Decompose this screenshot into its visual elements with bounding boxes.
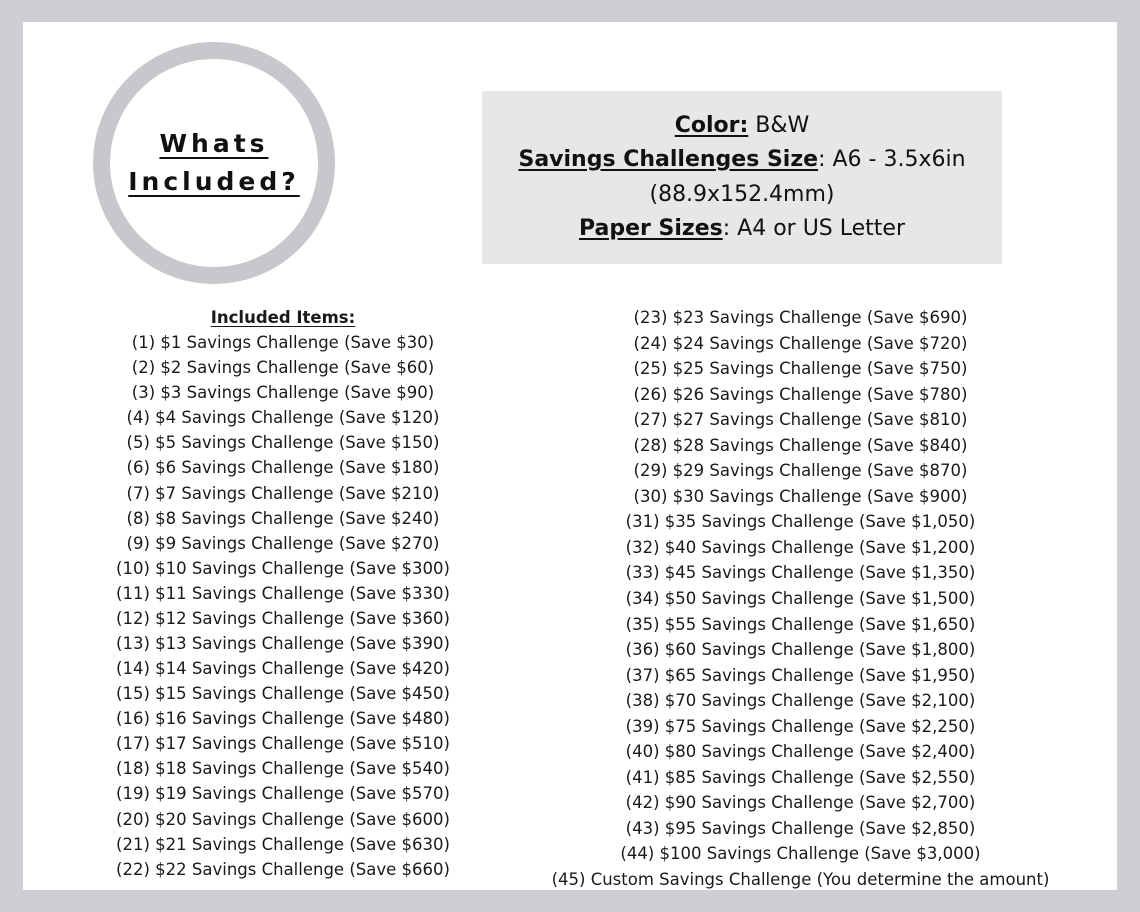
list-item: (8) $8 Savings Challenge (Save $240) <box>126 508 440 528</box>
badge-inner-circle <box>110 59 318 267</box>
spec-size-value: : A6 - 3.5x6in <box>818 147 966 172</box>
list-item: (26) $26 Savings Challenge (Save $780) <box>633 384 968 404</box>
whats-included-badge <box>93 42 335 284</box>
spec-paper-value: : A4 or US Letter <box>722 216 905 241</box>
list-item: (31) $35 Savings Challenge (Save $1,050) <box>625 512 976 532</box>
list-item: (39) $75 Savings Challenge (Save $2,250) <box>625 716 976 736</box>
list-item: (1) $1 Savings Challenge (Save $30) <box>131 333 435 353</box>
list-item: (17) $17 Savings Challenge (Save $510) <box>116 734 450 754</box>
list-item: (12) $12 Savings Challenge (Save $360) <box>116 608 450 628</box>
list-item: (27) $27 Savings Challenge (Save $810) <box>633 410 968 430</box>
spec-color-label: Color: <box>674 112 749 138</box>
list-item: (36) $60 Savings Challenge (Save $1,800) <box>625 640 976 660</box>
spec-paper <box>579 212 905 247</box>
badge-title-line-2: Included? <box>128 167 300 196</box>
list-item: (19) $19 Savings Challenge (Save $570) <box>116 784 450 804</box>
list-item: (34) $50 Savings Challenge (Save $1,500) <box>625 589 976 609</box>
spec-color-value: B&W <box>748 112 810 138</box>
list-item: (14) $14 Savings Challenge (Save $420) <box>116 659 450 679</box>
included-items-heading: Included Items: <box>210 308 356 327</box>
list-item: (24) $24 Savings Challenge (Save $720) <box>633 333 968 353</box>
list-item: (10) $10 Savings Challenge (Save $300) <box>116 558 450 578</box>
list-item: (16) $16 Savings Challenge (Save $480) <box>116 709 450 729</box>
spec-size-mm: (88.9x152.4mm) <box>649 181 835 207</box>
list-item: (9) $9 Savings Challenge (Save $270) <box>126 533 440 553</box>
list-item: (21) $21 Savings Challenge (Save $630) <box>116 834 450 854</box>
list-item: (2) $2 Savings Challenge (Save $60) <box>131 358 435 378</box>
badge-title-line-1: Whats <box>159 129 269 158</box>
spec-paper-label: Paper Sizes <box>578 216 723 241</box>
list-item: (30) $30 Savings Challenge (Save $900) <box>633 486 968 506</box>
spec-size <box>518 143 965 178</box>
list-item: (40) $80 Savings Challenge (Save $2,400) <box>625 742 976 762</box>
included-items-right-column <box>523 305 1078 893</box>
specs-box <box>482 91 1002 264</box>
list-item: (22) $22 Savings Challenge (Save $660) <box>116 859 450 879</box>
list-item: (11) $11 Savings Challenge (Save $330) <box>116 583 450 603</box>
list-item: (29) $29 Savings Challenge (Save $870) <box>633 461 968 481</box>
list-item: (42) $90 Savings Challenge (Save $2,700) <box>625 793 976 813</box>
list-item: (15) $15 Savings Challenge (Save $450) <box>116 684 450 704</box>
list-item: (3) $3 Savings Challenge (Save $90) <box>131 383 435 403</box>
list-item: (43) $95 Savings Challenge (Save $2,850) <box>625 818 976 838</box>
included-items-left-column <box>83 305 483 882</box>
list-item: (4) $4 Savings Challenge (Save $120) <box>126 408 440 428</box>
spec-size-label: Savings Challenges Size <box>518 147 819 172</box>
list-item: (28) $28 Savings Challenge (Save $840) <box>633 435 968 455</box>
spec-color <box>675 109 810 144</box>
list-item: (20) $20 Savings Challenge (Save $600) <box>116 809 450 829</box>
list-item: (23) $23 Savings Challenge (Save $690) <box>633 308 968 327</box>
list-item: (32) $40 Savings Challenge (Save $1,200) <box>625 537 976 557</box>
list-item: (7) $7 Savings Challenge (Save $210) <box>126 483 440 503</box>
list-item: (13) $13 Savings Challenge (Save $390) <box>116 634 450 654</box>
list-item: (37) $65 Savings Challenge (Save $1,950) <box>625 665 976 685</box>
list-item: (18) $18 Savings Challenge (Save $540) <box>116 759 450 779</box>
list-item: (25) $25 Savings Challenge (Save $750) <box>633 359 968 379</box>
badge-title <box>128 125 300 201</box>
list-item: (33) $45 Savings Challenge (Save $1,350) <box>625 563 976 583</box>
list-item: (35) $55 Savings Challenge (Save $1,650) <box>625 614 976 634</box>
list-item: (41) $85 Savings Challenge (Save $2,550) <box>625 767 976 787</box>
product-sheet <box>23 22 1117 890</box>
list-item: (45) Custom Savings Challenge (You determine the amount) <box>551 870 1050 890</box>
list-item: (44) $100 Savings Challenge (Save $3,000) <box>620 844 981 864</box>
list-item: (6) $6 Savings Challenge (Save $180) <box>126 458 440 478</box>
list-item: (38) $70 Savings Challenge (Save $2,100) <box>625 691 976 711</box>
list-item: (5) $5 Savings Challenge (Save $150) <box>126 433 440 453</box>
